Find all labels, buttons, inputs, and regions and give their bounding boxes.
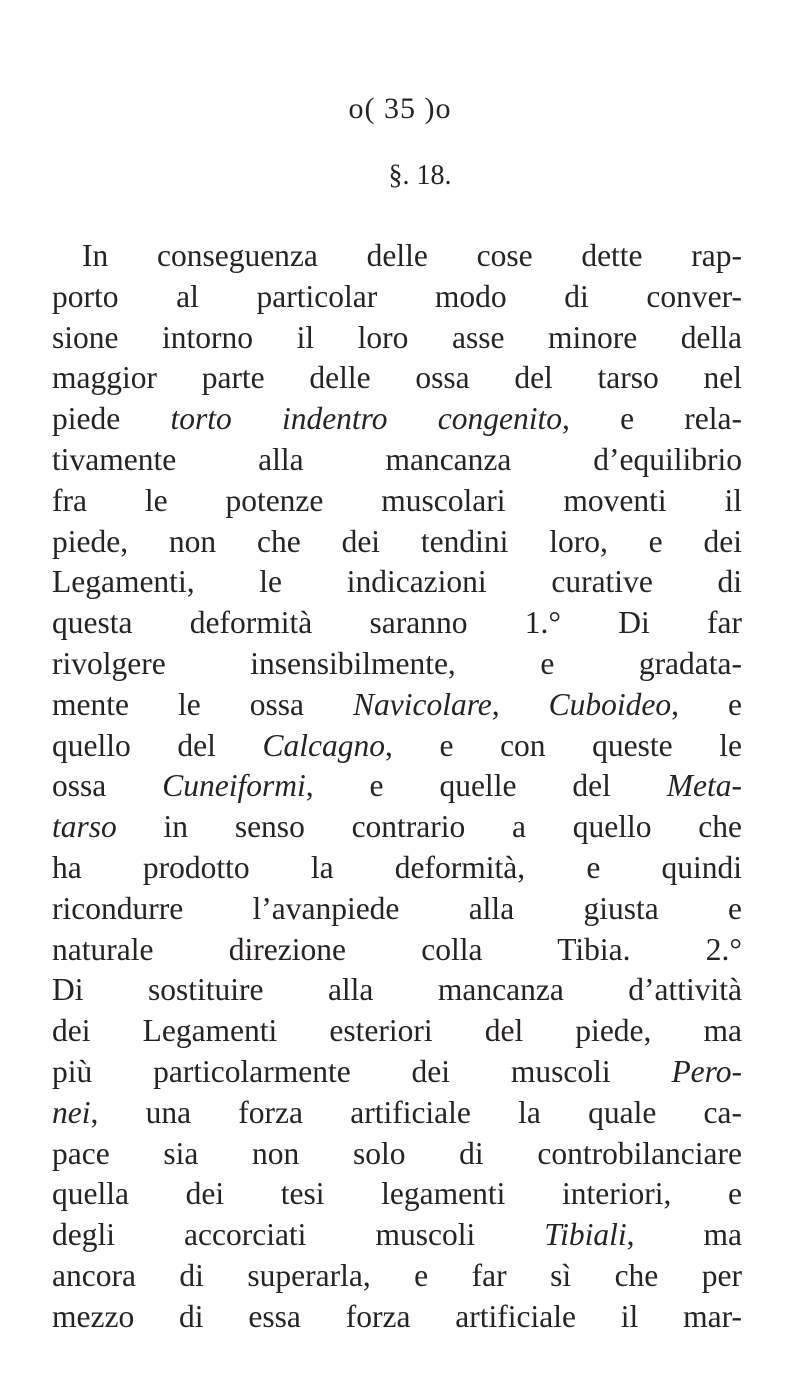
text-run: ancora di superarla, e far sì che per	[52, 1257, 742, 1293]
text-run: , una forza artificiale la quale ca-	[90, 1094, 742, 1130]
text-run: piede, non che dei tendini loro, e dei	[52, 523, 742, 559]
text-run: più particolarmente dei muscoli	[52, 1053, 672, 1089]
italic-term: Pero-	[671, 1053, 742, 1089]
text-line	[52, 277, 742, 318]
text-line	[52, 358, 742, 399]
text-run: ricondurre l’avanpiede alla giusta e	[52, 890, 742, 926]
text-line	[52, 1297, 742, 1338]
text-run: piede	[52, 401, 171, 437]
italic-term: nei	[52, 1094, 91, 1130]
text-run: quella dei tesi legamenti interiori, e	[52, 1176, 742, 1212]
text-run: in senso contrario a quello che	[116, 809, 742, 845]
text-run: mezzo di essa forza artificiale il mar-	[52, 1298, 742, 1334]
text-run: quello del	[52, 727, 263, 763]
text-run: , e quelle del	[305, 768, 667, 804]
text-line	[52, 603, 742, 644]
text-run: degli accorciati muscoli	[52, 1217, 545, 1253]
text-line	[52, 970, 742, 1011]
italic-term: Navicolare	[352, 686, 492, 722]
text-line	[52, 318, 742, 359]
text-line	[52, 236, 742, 277]
text-line	[52, 1256, 742, 1297]
italic-term: Meta-	[666, 768, 743, 804]
text-run: In conseguenza delle cose dette rap-	[82, 238, 742, 273]
italic-term: Cuboideo	[548, 686, 672, 722]
text-line	[52, 848, 742, 889]
section-heading: §. 18.	[388, 160, 452, 191]
text-run: , e rela-	[561, 401, 742, 437]
text-run: maggior parte delle ossa del tarso nel	[52, 360, 742, 396]
italic-term: Tibiali	[544, 1217, 627, 1253]
text-run: dei Legamenti esteriori del piede, ma	[52, 1013, 742, 1049]
text-run: pace sia non solo di controbilanciare	[52, 1135, 742, 1171]
text-line	[52, 726, 742, 767]
text-line	[52, 930, 742, 971]
text-line	[52, 562, 742, 603]
text-run: tivamente alla mancanza d’equilibrio	[52, 441, 742, 477]
text-run: mente le ossa	[52, 686, 353, 722]
text-run: Legamenti, le indicazioni curative di	[52, 564, 742, 600]
text-line	[52, 1093, 742, 1134]
italic-term: torto indentro congenito	[170, 401, 562, 437]
text-line	[52, 1215, 742, 1256]
text-line	[52, 522, 742, 563]
text-run: ,	[491, 686, 549, 722]
text-line	[52, 807, 742, 848]
text-run: questa deformità saranno 1.° Di far	[52, 605, 742, 641]
text-line	[52, 481, 742, 522]
text-run: , ma	[626, 1217, 743, 1253]
text-run: fra le potenze muscolari moventi il	[52, 482, 742, 518]
text-run: naturale direzione colla Tibia. 2.°	[52, 931, 742, 967]
text-line	[52, 1174, 742, 1215]
text-run: sione intorno il loro asse minore della	[52, 319, 742, 355]
text-run: Di sostituire alla mancanza d’attività	[52, 972, 742, 1008]
text-run: , e	[671, 686, 743, 722]
text-run: , e con queste le	[384, 727, 743, 763]
text-run: porto al particolar modo di conver-	[52, 278, 742, 314]
text-line	[52, 766, 742, 807]
text-line	[52, 1011, 742, 1052]
text-line	[52, 644, 742, 685]
text-line	[52, 1134, 742, 1175]
text-line	[52, 685, 742, 726]
body-paragraph	[52, 236, 742, 1338]
text-line	[52, 399, 742, 440]
italic-term: Cuneiformi	[162, 768, 306, 804]
text-run: rivolgere insensibilmente, e gradata-	[52, 645, 742, 681]
text-line	[52, 889, 742, 930]
italic-term: tarso	[52, 809, 117, 845]
page-number: o( 35 )o	[348, 92, 452, 125]
text-line	[52, 440, 742, 481]
text-run: ha prodotto la deformità, e quindi	[52, 849, 742, 885]
italic-term: Calcagno	[262, 727, 385, 763]
text-line	[52, 1052, 742, 1093]
text-run: ossa	[52, 768, 163, 804]
